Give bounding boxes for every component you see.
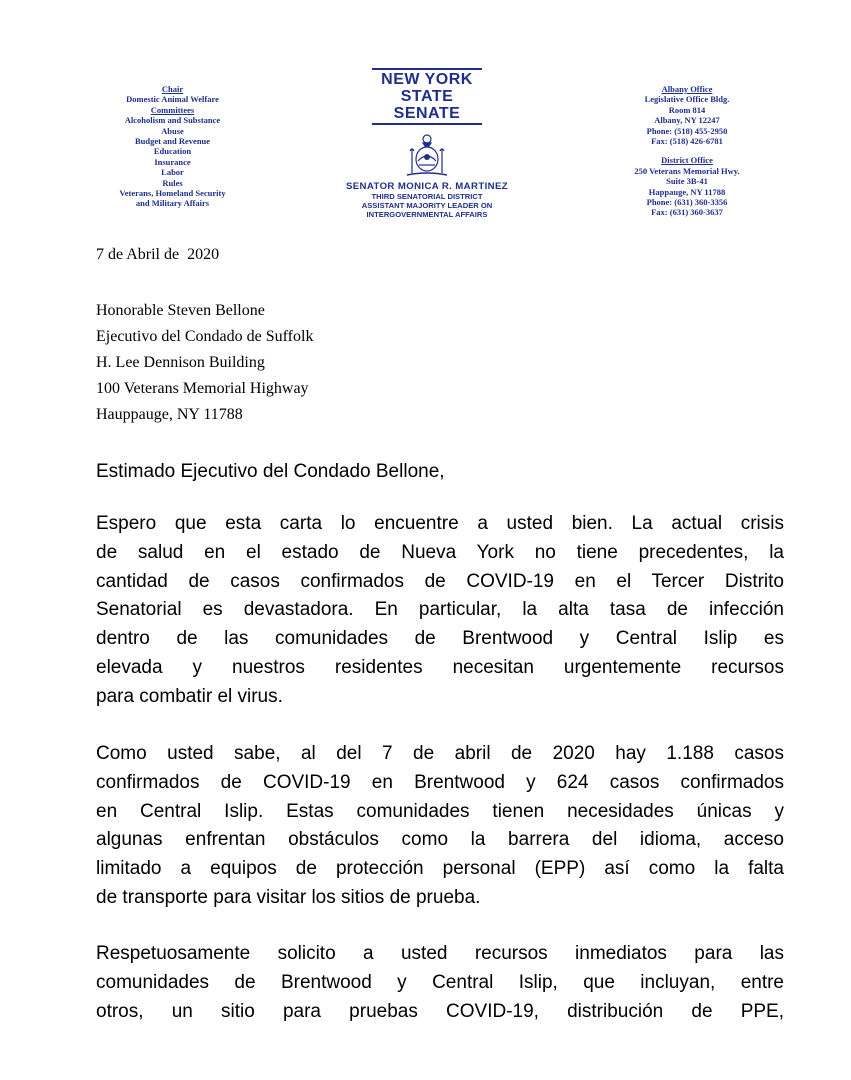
senator-title-line: INTERGOVERNMENTAL AFFAIRS bbox=[366, 210, 488, 219]
chair-heading: Chair bbox=[161, 84, 184, 94]
paragraph-line: comunidades de Brentwood y Central Islip, que incluyan, entre bbox=[96, 971, 784, 993]
senate-logo bbox=[372, 68, 482, 125]
paragraph-line: de transporte para visitar los sitios de prueba. bbox=[96, 886, 481, 908]
district-office-heading: District Office bbox=[661, 155, 713, 166]
body-paragraph bbox=[96, 510, 784, 712]
letterhead-committees bbox=[100, 84, 245, 209]
district-office-line: Fax: (631) 360-3637 bbox=[651, 207, 723, 218]
new-york-state-seal-icon bbox=[403, 131, 451, 177]
committees-heading: Committees bbox=[150, 104, 195, 115]
paragraph-line: algunas enfrentan obstáculos como la barrera del idioma, acceso bbox=[96, 829, 784, 851]
senator-title-line: THIRD SENATORIAL DISTRICT bbox=[371, 192, 483, 201]
district-office-line: Suite 3B-41 bbox=[666, 176, 708, 187]
address-line: H. Lee Dennison Building bbox=[96, 354, 265, 371]
paragraph-line: otros, un sitio para pruebas COVID-19, distribución de PPE, bbox=[96, 1000, 784, 1022]
body-paragraph bbox=[96, 740, 784, 913]
recipient-address bbox=[96, 298, 313, 428]
senator-name: SENATOR MONICA R. MARTINEZ bbox=[345, 181, 509, 192]
albany-office-line: Phone: (518) 455-2950 bbox=[646, 125, 728, 136]
body-paragraph bbox=[96, 940, 784, 1026]
letterhead-offices bbox=[612, 84, 762, 218]
albany-office-line: Room 814 bbox=[668, 104, 706, 115]
paragraph-line: en Central Islip. Estas comunidades tienen necesidades únicas y bbox=[96, 800, 784, 822]
paragraph-line: Respetuosamente solicito a usted recursos inmediatos para las bbox=[96, 943, 784, 964]
committee-item: Alcoholism and Substance bbox=[124, 115, 221, 126]
paragraph-line: cantidad de casos confirmados de COVID-19 en el Tercer Distrito bbox=[96, 570, 784, 592]
address-line: Hauppauge, NY 11788 bbox=[96, 406, 243, 423]
salutation: Estimado Ejecutivo del Condado Bellone, bbox=[96, 461, 445, 482]
district-office-line: Phone: (631) 360-3356 bbox=[646, 197, 728, 208]
albany-office-line: Fax: (518) 426-6781 bbox=[651, 136, 723, 147]
committee-item: Abuse bbox=[161, 125, 184, 136]
committee-item: Education bbox=[153, 146, 192, 157]
senator-title-line: ASSISTANT MAJORITY LEADER ON bbox=[361, 201, 493, 210]
paragraph-line: limitado a equipos de protección personal (EPP) así como la falta bbox=[96, 858, 784, 880]
paragraph-line: elevada y nuestros residentes necesitan urgentemente recursos bbox=[96, 656, 784, 678]
paragraph-line: confirmados de COVID-19 en Brentwood y 624 casos confirmados bbox=[96, 771, 784, 793]
paragraph-line: Senatorial es devastadora. En particular, la alta tasa de infección bbox=[96, 599, 784, 621]
paragraph-line: Espero que esta carta lo encuentre a usted bien. La actual crisis bbox=[96, 513, 784, 534]
senate-logo-line: STATE bbox=[400, 88, 454, 105]
albany-office-heading: Albany Office bbox=[661, 84, 713, 94]
senate-logo-line: SENATE bbox=[393, 105, 461, 122]
senate-logo-line: NEW YORK bbox=[381, 71, 473, 88]
address-line: Ejecutivo del Condado de Suffolk bbox=[96, 328, 314, 345]
committee-item: and Military Affairs bbox=[135, 198, 210, 209]
chair-item: Domestic Animal Welfare bbox=[126, 94, 219, 105]
committee-item: Rules bbox=[162, 177, 183, 188]
paragraph-line: para combatir el virus. bbox=[96, 685, 283, 707]
albany-office-line: Legislative Office Bldg. bbox=[644, 94, 730, 105]
paragraph-line: Como usted sabe, al del 7 de abril de 2020 hay 1.188 casos bbox=[96, 743, 784, 764]
district-office-line: Happauge, NY 11788 bbox=[648, 186, 726, 197]
paragraph-line: de salud en el estado de Nueva York no tiene precedentes, la bbox=[96, 541, 784, 563]
address-line: Honorable Steven Bellone bbox=[96, 302, 265, 319]
paragraph-line: dentro de las comunidades de Brentwood y Central Islip es bbox=[96, 628, 784, 650]
committee-item: Budget and Revenue bbox=[134, 136, 211, 147]
senate-logo-block bbox=[322, 68, 532, 219]
committee-item: Veterans, Homeland Security bbox=[119, 188, 226, 199]
albany-office-line: Albany, NY 12247 bbox=[654, 115, 720, 126]
committee-item: Insurance bbox=[154, 156, 191, 167]
letter-date: 7 de Abril de 2020 bbox=[96, 246, 220, 263]
committee-item: Labor bbox=[161, 167, 184, 178]
address-line: 100 Veterans Memorial Highway bbox=[96, 380, 309, 397]
district-office-line: 250 Veterans Memorial Hwy. bbox=[634, 165, 740, 176]
